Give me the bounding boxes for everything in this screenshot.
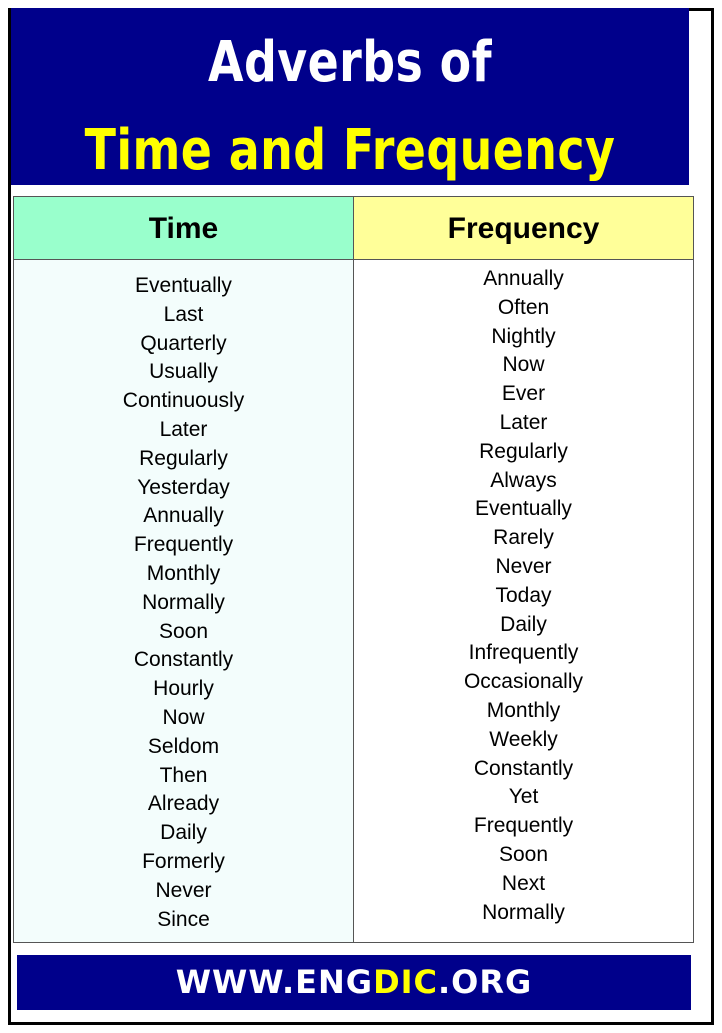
website-footer bbox=[17, 955, 691, 1010]
frequency-word-item: Often bbox=[497, 295, 550, 319]
frequency-word-item: Rarely bbox=[493, 526, 554, 550]
frequency-word-item: Daily bbox=[500, 612, 547, 636]
frequency-word-item: Next bbox=[501, 871, 546, 895]
frequency-word-item: Infrequently bbox=[468, 641, 579, 665]
time-word-item: Never bbox=[155, 878, 212, 902]
time-word-item: Monthly bbox=[146, 561, 221, 585]
frequency-word-item: Ever bbox=[501, 382, 546, 406]
time-word-item: Quarterly bbox=[140, 331, 227, 355]
time-word-item: Constantly bbox=[133, 648, 234, 672]
frequency-word-item: Soon bbox=[498, 842, 549, 866]
adverbs-table bbox=[13, 196, 694, 943]
frequency-word-item: Constantly bbox=[473, 756, 574, 780]
frequency-word-item: Eventually bbox=[475, 497, 572, 521]
frequency-column bbox=[354, 260, 693, 942]
time-word-item: Soon bbox=[158, 619, 209, 643]
time-word-item: Eventually bbox=[135, 274, 232, 297]
time-word-item: Hourly bbox=[153, 677, 214, 701]
time-word-item: Last bbox=[163, 302, 204, 326]
frequency-word-item: Nightly bbox=[491, 324, 556, 348]
time-word-item: Already bbox=[147, 792, 220, 816]
frequency-word-item: Always bbox=[490, 468, 557, 492]
frequency-word-item: Now bbox=[502, 353, 545, 377]
time-word-item: Daily bbox=[160, 821, 207, 845]
time-word-item: Then bbox=[159, 763, 208, 787]
frequency-word-item: Today bbox=[495, 583, 552, 607]
time-word-item: Seldom bbox=[147, 734, 220, 758]
title-line-2: Time and Frequency bbox=[84, 118, 616, 183]
time-column-header: Time bbox=[14, 197, 354, 260]
frequency-word-item: Frequently bbox=[473, 814, 574, 838]
title-banner bbox=[11, 8, 689, 185]
frequency-word-item: Annually bbox=[483, 267, 564, 290]
frequency-word-list bbox=[354, 260, 693, 927]
footer-url-part-3: .ORG bbox=[438, 963, 533, 1001]
time-word-item: Since bbox=[157, 907, 210, 931]
time-word-item: Now bbox=[162, 705, 205, 729]
time-word-item: Regularly bbox=[139, 446, 228, 470]
time-word-item: Yesterday bbox=[137, 475, 230, 499]
frequency-word-item: Occasionally bbox=[463, 670, 584, 694]
time-word-item: Frequently bbox=[133, 533, 234, 557]
frequency-word-item: Weekly bbox=[489, 727, 558, 751]
frequency-word-item: Monthly bbox=[486, 698, 561, 722]
footer-url-part-2: DIC bbox=[373, 963, 439, 1001]
time-word-item: Annually bbox=[143, 504, 224, 528]
footer-url-part-1: WWW.ENG bbox=[175, 963, 374, 1001]
frequency-word-item: Regularly bbox=[479, 439, 568, 463]
title-line-1: Adverbs of bbox=[208, 30, 492, 95]
time-word-item: Formerly bbox=[142, 849, 225, 873]
frequency-word-item: Never bbox=[495, 554, 552, 578]
frequency-word-item: Yet bbox=[508, 785, 539, 809]
time-column bbox=[14, 260, 354, 942]
frequency-word-item: Later bbox=[499, 410, 548, 434]
frequency-word-item: Normally bbox=[482, 900, 565, 924]
time-word-item: Continuously bbox=[122, 389, 245, 413]
frequency-column-header: Frequency bbox=[354, 197, 693, 260]
time-word-item: Usually bbox=[149, 360, 218, 384]
time-word-item: Later bbox=[159, 417, 208, 441]
time-word-item: Normally bbox=[142, 590, 225, 614]
time-word-list bbox=[14, 260, 353, 934]
